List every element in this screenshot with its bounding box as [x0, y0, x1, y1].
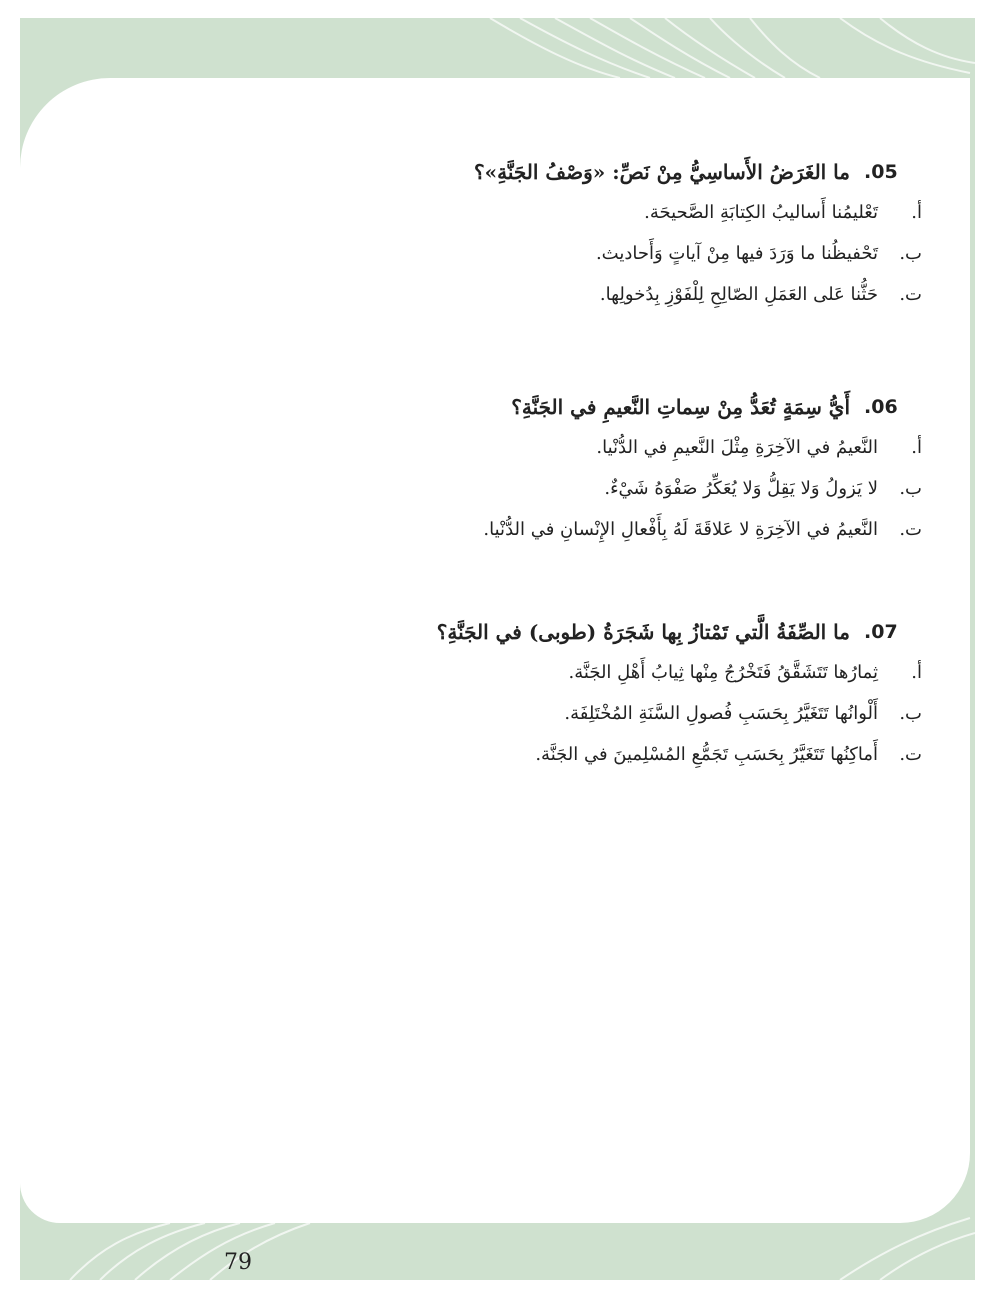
- question-text: أَيُّ سِمَةٍ تُعَدُّ مِنْ سِماتِ النَّعيمِ في الجَنَّةِ؟: [511, 395, 850, 419]
- option-b: [222, 693, 922, 734]
- question-heading: [222, 612, 922, 652]
- option-text: تَعْليمُنا أَساليبُ الكِتابَةِ الصَّحيحَة.: [644, 202, 878, 223]
- option-text: حَثُّنا عَلى العَمَلِ الصّالِحِ لِلْفَوْزِ بِدُخولِها.: [599, 284, 878, 305]
- option-letter: ب.: [899, 243, 922, 264]
- question-06: [222, 387, 922, 550]
- option-letter: ب.: [899, 703, 922, 724]
- option-letter: ب.: [899, 478, 922, 499]
- question-text: ما الغَرَضُ الأَساسِيُّ مِنْ نَصِّ: «وَصْفُ الجَنَّةِ»؟: [473, 160, 850, 184]
- option-c: [222, 734, 922, 775]
- option-letter: أ.: [911, 202, 922, 223]
- option-letter: ت.: [899, 519, 922, 540]
- option-c: [222, 274, 922, 315]
- option-text: لا يَزولُ وَلا يَقِلُّ وَلا يُعَكِّرُ صَفْوَهُ شَيْءٌ.: [604, 478, 878, 499]
- question-number: .06: [864, 396, 898, 418]
- question-07: [222, 612, 922, 775]
- option-text: أَماكِنُها تَتَغَيَّرُ بِحَسَبِ تَجَمُّعِ المُسْلِمينَ في الجَنَّة.: [535, 744, 878, 765]
- option-text: ثِمارُها تَتَشَقَّقُ فَتَخْرُجُ مِنْها ثِيابُ أَهْلِ الجَنَّة.: [568, 662, 878, 683]
- option-b: [222, 468, 922, 509]
- question-05: [222, 152, 922, 315]
- question-text: ما الصِّفَةُ الَّتي تَمْتازُ بِها شَجَرَةُ (طوبى) في الجَنَّةِ؟: [436, 620, 850, 644]
- option-a: [222, 652, 922, 693]
- question-heading: [222, 387, 922, 427]
- option-letter: أ.: [911, 662, 922, 683]
- option-letter: ت.: [899, 284, 922, 305]
- option-b: [222, 233, 922, 274]
- question-number: .05: [864, 161, 898, 183]
- option-letter: أ.: [911, 437, 922, 458]
- question-heading: [222, 152, 922, 192]
- option-text: أَلْوانُها تَتَغَيَّرُ بِحَسَبِ فُصولِ السَّنَةِ المُخْتَلِفَة.: [564, 703, 878, 724]
- option-a: [222, 192, 922, 233]
- question-number: .07: [864, 621, 898, 643]
- option-text: النَّعيمُ في الآخِرَةِ مِثْلَ النَّعيمِ في الدُّنْيا.: [596, 437, 878, 458]
- page-number: 79: [224, 1250, 252, 1275]
- option-text: النَّعيمُ في الآخِرَةِ لا عَلاقَةَ لَهُ بِأَفْعالِ الإِنْسانِ في الدُّنْيا.: [483, 519, 878, 540]
- option-a: [222, 427, 922, 468]
- option-letter: ت.: [899, 744, 922, 765]
- option-text: تَحْفيظُنا ما وَرَدَ فيها مِنْ آياتٍ وَأَحاديث.: [595, 243, 878, 264]
- option-c: [222, 509, 922, 550]
